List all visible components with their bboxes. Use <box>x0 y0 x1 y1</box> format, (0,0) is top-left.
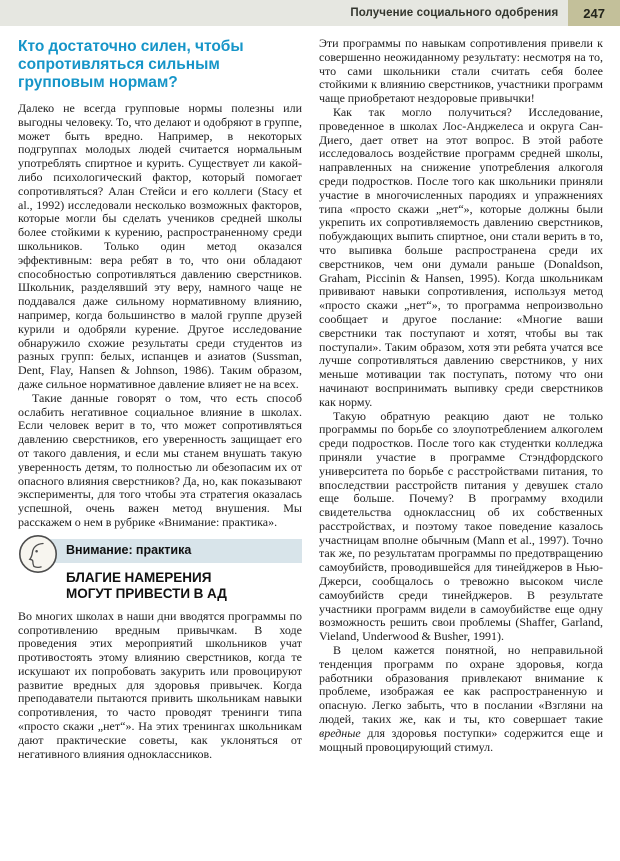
body-paragraph <box>319 644 603 754</box>
body-paragraph: Далеко не всегда групповые нормы полезны или выгодны человеку. То, что делают и одобряют в группе, может быть вредно. Например, в некоторых подгруппах молодых людей считается нормальным употреблять спиртное и курить. Существует ли какой-либо психологический фактор, который помогает сопротивляться? Алан Стейси и его коллеги (Stacy et al., 1992) исследовали несколько возможных факторов, которые могли бы сделать учеников средней школы более стойкими к курению, распространенному среди школьников. Только один метод оказался эффективным: вера ребят в то, что они обладают способностью сопротивляться давлению сверстников. Школьник, разделявший эту веру, намного чаще не поддавался даже сильному нормативному влиянию, например, когда большинство в малой группе друзей курили и одобряли курение. Другое исследование обнаружило схожие результаты среди студентов из разных групп: белых, испанцев и азиатов (Sussman, Dent, Flay, Hansen & Johnson, 1986). Таким образом, даже сильное нормативное давление влияет не на всех. <box>18 101 302 391</box>
body-paragraph: Такие данные говорят о том, что есть способ ослабить негативное социальное влияние в школах. Если человек верит в то, что может сопротивляться давлению сверстников, его уверенность защищает его от такого давления, и если мы станем внушать такую уверенность детям, то полностью ли обезопасим их от опасного влияния сверстников? Да, но, как показывают эксперименты, для того чтобы эта стратегия оказалась успешной, очень важен метод внушения. Мы расскажем о нем в рубрике «Внимание: практика». <box>18 390 302 529</box>
right-column <box>319 37 603 761</box>
body-paragraph: Такую обратную реакцию дают не только программы по борьбе со злоупотреблением алкоголем среди подростков. После того как студентки колледжа приняли участие в программе Стэндфордского университета по борьбе с расстройствами питания, то впоследствии расстройств питания у девушек стало еще больше. Почему? В программу входили свидетельства одноклассниц об их собственных расстройствах, и поэтому такое поведение казалось участницам вполне обычным (Mann et al., 1997). Точно так же, по результатам программы по предотвращению самоубийств, проводившейся для тинейджеров в Нью-Джерси, сообщалось о тревожно высоком числе самоубийств среди тинейджеров. В результате участники программ видели в самоубийстве еще одну возможность решить свои проблемы (Shaffer, Garland, Vieland, Underwood & Busher, 1991). <box>319 408 603 644</box>
practice-box <box>18 539 302 602</box>
page-header <box>0 0 620 26</box>
body-paragraph: Во многих школах в наши дни вводятся программы по сопротивлению вредным привычкам. В ходе проведения этих мероприятий школьников учат противостоять этому влиянию сверстников, когда те искушают их попробовать закурить или провоцируют развитие вредных для здоровья привычек. Когда преподаватели пытаются привить школьникам навыки сопротивления, то часто проводят тренинги типа «просто скажи „нет“». На этих тренингах школьникам дают практические советы, как уклоняться от негативного влияния одноклассников. <box>18 608 302 761</box>
practice-box-title: БЛАГИЕ НАМЕРЕНИЯ МОГУТ ПРИВЕСТИ В АД <box>66 569 227 601</box>
practice-box-label: Внимание: практика <box>66 542 192 557</box>
italic-word: вредные <box>319 725 361 740</box>
practice-box-label-band <box>42 539 302 563</box>
body-paragraph: Как так могло получиться? Исследование, проведенное в школах Лос-Анджелеса и округа Сан-Диего, дает ответ на этот вопрос. В этой работе исследовалось воздействие программ средней школы, направленных на снижение употребления алкоголя среди подростков. После того как школьники приняли участие в многочисленных пародиях и упражнениях типа «просто скажи „нет“», которые должны были укрепить их сопротивляемость давлению сверстников, побуждающих выпить спиртное, они стали верить в то, что выпивка больше распространена среди их сверстников, чем они думали раньше (Donaldson, Graham, Piccinin & Hansen, 1995). Когда школьникам прививают навыки сопротивления, используя метод «просто скажи „нет“», то программа непроизвольно сообщает и другое послание: «Многие ваши сверстники так поступают и хотят, чтобы вы так поступали». Таким образом, хотя эти ребята учатся все лучше сопротивляться давлению сверстников, у них меньше мотивации так поступать, потому что они начинают воспринимать выпивку среди сверстников как норму. <box>319 104 603 409</box>
running-title: Получение социального одобрения <box>350 7 559 19</box>
paragraph-text: для здоровья поступки» содержится еще и мощный провоцирующий стимул. <box>319 725 603 754</box>
left-column <box>18 37 302 761</box>
face-profile-circle-icon <box>18 534 58 574</box>
page-number: 247 <box>568 0 620 26</box>
paragraph-text: В целом кажется понятной, но неправильной тенденция программ по охране здоровья, когда работники образования привлекают внимание к проблеме, изображая ее как распространенную и опасную. Легко забыть, что в послании «Взгляни на людей, таких же, как и ты, кто совершает такие <box>319 643 603 727</box>
two-column-layout <box>0 26 620 761</box>
body-paragraph: Эти программы по навыкам сопротивления привели к совершенно неожиданному результату: несмотря на то, что сами школьники стали считать себя более стойкими к влиянию сверстников, участники программ чаще приобретают нездоровые привычки! <box>319 36 603 106</box>
section-heading: Кто достаточно силен, чтобы сопротивляться сильным групповым нормам? <box>18 38 244 91</box>
